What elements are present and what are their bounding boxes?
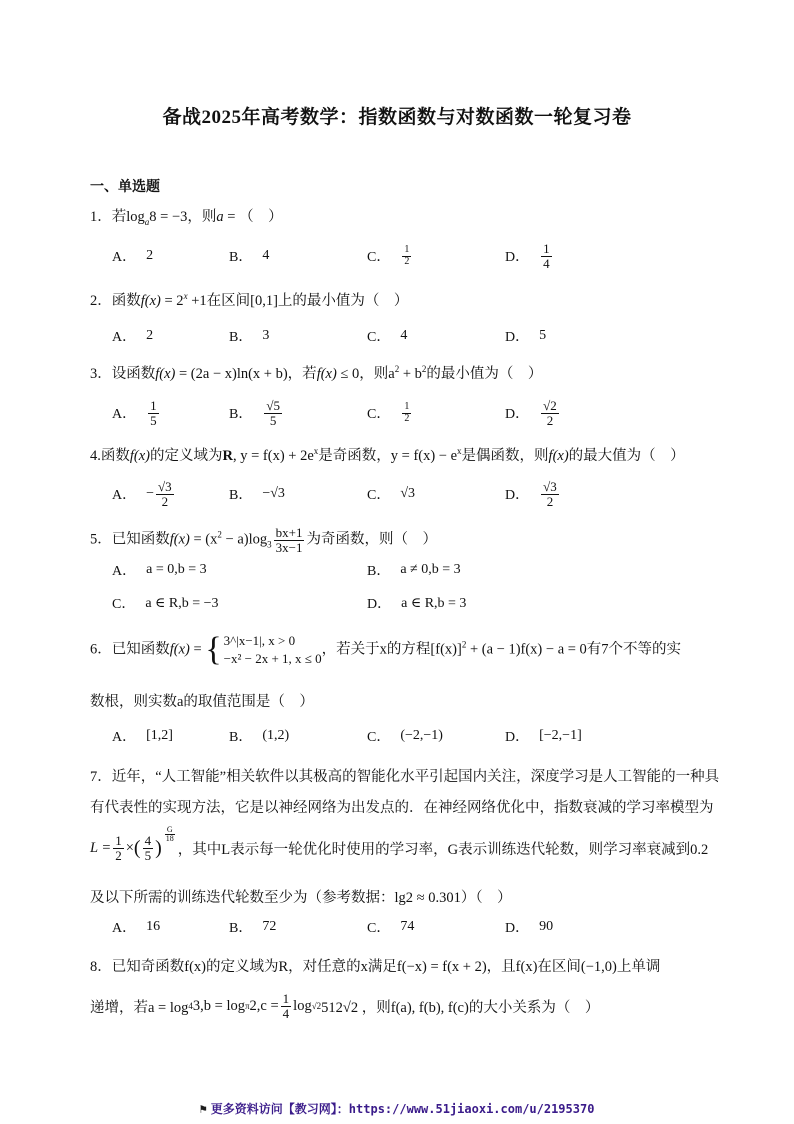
option-b[interactable]: B． −√3 (229, 486, 285, 503)
page-title: 备战2025年高考数学：指数函数与对数函数一轮复习卷 (162, 107, 632, 128)
question-8-line2: 递增，若a = log 4 3,b = log π 2,c = $\frac{1}{4}$ log √2 512√2 ，则f(a), f(b), f(c)的大小关系为（ ） (90, 990, 600, 1021)
option-b[interactable]: B． 3 (229, 328, 270, 345)
question-5-options-row2 (112, 588, 672, 618)
flag-icon: ⚑ (199, 1102, 207, 1116)
question-6-continued: 数根，则实数a的取值范围是（ ） (90, 694, 314, 710)
option-d[interactable]: D． 90 (505, 919, 554, 936)
question-5: 5．已知函数$f(x) = (x^2 - a)\log_3$ $\frac{bx+1}{3x-1}$ 为奇函数，则（ ） (90, 525, 437, 555)
option-a[interactable]: A． − $\frac{√3}{2}$ (112, 478, 172, 509)
option-d[interactable]: D． $\frac{√2}{2}$ (505, 397, 557, 428)
option-b[interactable]: B． a ≠ 0,b = 3 (367, 562, 461, 579)
option-c[interactable]: C． 4 (367, 328, 408, 345)
option-d[interactable]: D． 5 (505, 328, 547, 345)
question-1-options (112, 236, 672, 276)
question-3-options (112, 393, 672, 433)
option-b[interactable]: B． 4 (229, 248, 270, 265)
question-6: 6．已知函数f(x) = { 3^|x−1|, x > 0 −x² − 2x + 1, x ≤ 0 ，若关于x的方程$[f(x)]^2 + (a - 1)f(x) - a = 0$有7个不等的实 (90, 631, 682, 668)
question-1: 1．若$\log_a8 = -3$，则a = （ ） (90, 209, 283, 227)
question-6-options (112, 716, 672, 756)
option-a[interactable]: A． 2 (112, 328, 154, 345)
question-7-formula: L = $\frac{1}{2}$ × ( $\frac{4}{5}$ ) $\frac{G}{18}$ ，其中L表示每一轮优化时使用的学习率，G表示训练迭代轮数，则学习率衰减到0.2 (90, 825, 709, 863)
question-7-line4: 及以下所需的训练迭代轮数至少为（参考数据：lg2 ≈ 0.301）（ ） (90, 890, 512, 906)
option-b[interactable]: B． $\frac{√5}{5}$ (229, 397, 280, 428)
option-a[interactable]: A． a = 0,b = 3 (112, 562, 207, 579)
question-5-options-row1 (112, 555, 672, 585)
option-a[interactable]: A． 16 (112, 919, 161, 936)
question-7-line1: 7．近年，“人工智能”相关软件以其极高的智能化水平引起国内关注，深度学习是人工智能的一种具 (90, 769, 720, 785)
option-b[interactable]: B． (1,2) (229, 728, 290, 745)
footer-link[interactable]: ⚑ 更多资料访问【教习网】：https://www.51jiaoxi.com/u/2195370 (199, 1102, 595, 1116)
question-4-options (112, 474, 672, 514)
section-heading: 一、单选题 (90, 180, 160, 195)
option-d[interactable]: D． $\frac{1}{4}$ (505, 240, 550, 271)
option-a[interactable]: A． $\frac{1}{5}$ (112, 397, 157, 428)
option-c[interactable]: C． 74 (367, 919, 415, 936)
question-2-options (112, 316, 672, 356)
option-a[interactable]: A． [1,2] (112, 728, 173, 745)
question-4: 4.函数f(x)的定义域为R, $y = f(x) + 2e^x$是奇函数，$y = f(x) - e^x$是偶函数，则f(x)的最大值为（ ） (90, 446, 685, 464)
option-d[interactable]: D． a ∈ R,b = 3 (367, 595, 467, 612)
option-b[interactable]: B． 72 (229, 919, 277, 936)
option-c[interactable]: C． $\frac{1}{2}$ (367, 401, 410, 424)
piecewise-brace: { 3^|x−1|, x > 0 −x² − 2x + 1, x ≤ 0 (205, 631, 322, 668)
option-c[interactable]: C． $\frac{1}{2}$ (367, 244, 410, 267)
option-c[interactable]: C． (−2,−1) (367, 728, 443, 745)
option-d[interactable]: D． [−2,−1] (505, 728, 582, 745)
question-3: 3．设函数f(x) = (2a − x)ln(x + b)，若f(x) ≤ 0，则$a^2 + b^2$的最小值为（ ） (90, 364, 543, 382)
option-c[interactable]: C． a ∈ R,b = −3 (112, 595, 219, 612)
question-8-line1: 8．已知奇函数f(x)的定义域为R，对任意的x满足f(−x) = f(x + 2)，且f(x)在区间(−1,0)上单调 (90, 959, 661, 975)
question-7-options (112, 907, 672, 947)
option-d[interactable]: D． $\frac{√3}{2}$ (505, 478, 557, 509)
question-2: 2．函数$f(x) = 2^x +1$在区间[0,1]上的最小值为（ ） (90, 291, 409, 309)
option-c[interactable]: C． √3 (367, 486, 416, 503)
question-7-line2: 有代表性的实现方法，它是以神经网络为出发点的．在神经网络优化中，指数衰减的学习率模型为 (90, 800, 714, 816)
option-a[interactable]: A． 2 (112, 248, 154, 265)
